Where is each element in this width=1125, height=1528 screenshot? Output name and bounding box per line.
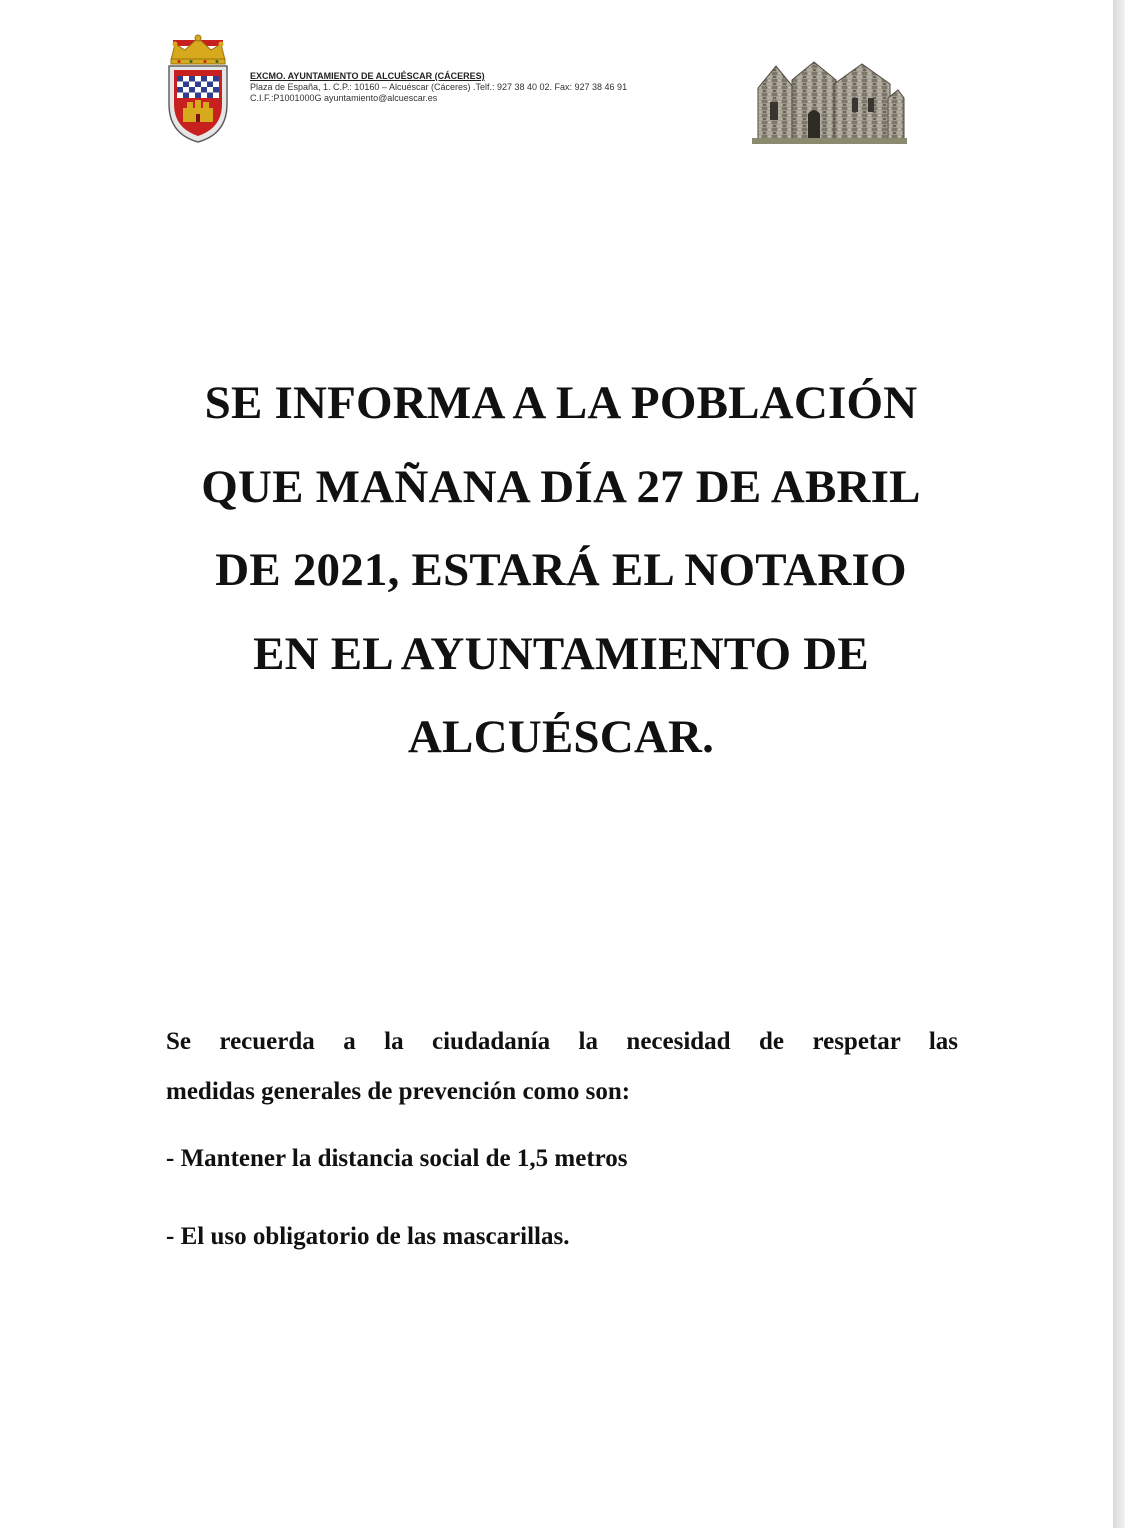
bullet-masks: - El uso obligatorio de las mascarillas. [166,1223,570,1250]
page-edge-shadow [1113,0,1125,1528]
headline-line: QUE MAÑANA DÍA 27 DE ABRIL [201,460,921,513]
letterhead-address: Plaza de España, 1. C.P.: 10160 – Alcuéscar (Cáceres) .Telf.: 927 38 40 02. Fax: 927 38 46 91 [250,82,628,92]
headline-line: SE INFORMA A LA POBLACIÓN [204,377,918,429]
reminder-line-2: medidas generales de prevención como son: [166,1078,631,1105]
bullet-social-distance: - Mantener la distancia social de 1,5 metros [166,1145,628,1172]
letterhead-title: EXCMO. AYUNTAMIENTO DE ALCUÉSCAR (CÁCERES) [250,71,485,81]
church-photo-icon [752,58,907,144]
headline-line: DE 2021, ESTARÁ EL NOTARIO [215,544,907,596]
letterhead [250,71,750,104]
reminder-line-1: Se recuerda a la ciudadanía la necesidad de respetar las [166,1028,958,1055]
announcement-headline [150,362,972,780]
headline-line: ALCUÉSCAR. [407,711,715,763]
coat-of-arms-icon [165,34,231,144]
reminder-paragraph [166,1017,958,1117]
reminder-section [166,1017,958,1252]
letterhead-cif-email: C.I.F.:P1001000G ayuntamiento@alcuescar.es [250,93,438,103]
headline-line: EN EL AYUNTAMIENTO DE [253,627,869,680]
